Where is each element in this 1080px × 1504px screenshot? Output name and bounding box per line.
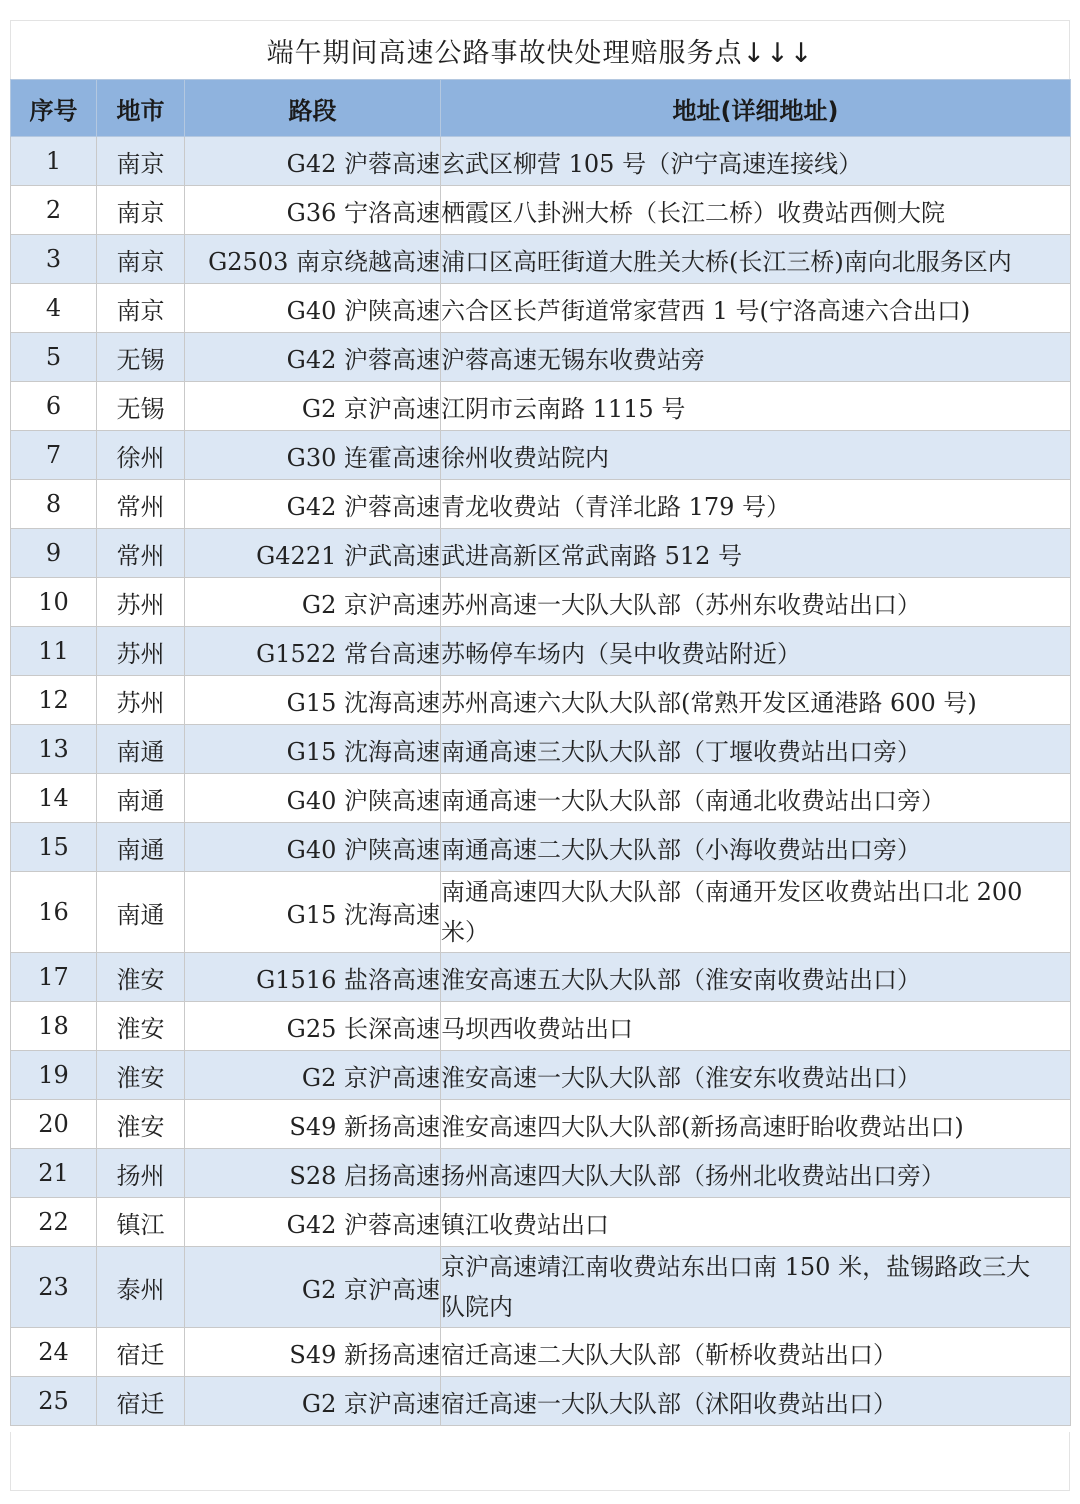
table-body [11,137,1071,1426]
row-road: G40 沪陕高速 [185,823,441,872]
row-road: G42 沪蓉高速 [185,1198,441,1247]
row-index: 23 [11,1247,97,1328]
row-address: 镇江收费站出口 [441,1198,1071,1247]
row-address: 宿迁高速一大队大队部（沭阳收费站出口） [441,1377,1071,1426]
bottom-border-box [10,1432,1070,1491]
row-city: 南通 [97,774,185,823]
row-city: 南京 [97,284,185,333]
service-point-table [10,79,1071,1426]
table-row [11,382,1071,431]
table-row [11,578,1071,627]
row-index: 21 [11,1149,97,1198]
row-index: 18 [11,1002,97,1051]
row-index: 7 [11,431,97,480]
row-city: 南京 [97,186,185,235]
row-address: 苏州高速一大队大队部（苏州东收费站出口） [441,578,1071,627]
row-index: 4 [11,284,97,333]
row-road: G30 连霍高速 [185,431,441,480]
row-index: 8 [11,480,97,529]
row-road: S49 新扬高速 [185,1100,441,1149]
row-index: 25 [11,1377,97,1426]
row-address: 沪蓉高速无锡东收费站旁 [441,333,1071,382]
row-address: 南通高速四大队大队部（南通开发区收费站出口北 200 米） [441,872,1071,953]
row-address: 六合区长芦街道常家营西 1 号(宁洛高速六合出口) [441,284,1071,333]
row-city: 南京 [97,235,185,284]
table-row [11,186,1071,235]
row-city: 淮安 [97,1051,185,1100]
row-index: 1 [11,137,97,186]
column-header-index: 序号 [11,80,97,137]
row-index: 6 [11,382,97,431]
row-city: 淮安 [97,953,185,1002]
row-city: 苏州 [97,676,185,725]
row-city: 徐州 [97,431,185,480]
row-address: 扬州高速四大队大队部（扬州北收费站出口旁） [441,1149,1071,1198]
row-index: 9 [11,529,97,578]
table-row [11,823,1071,872]
table-row [11,284,1071,333]
table-row [11,1002,1071,1051]
row-road: G42 沪蓉高速 [185,480,441,529]
row-city: 扬州 [97,1149,185,1198]
row-city: 淮安 [97,1002,185,1051]
row-city: 宿迁 [97,1328,185,1377]
row-city: 南通 [97,872,185,953]
row-road: G40 沪陕高速 [185,284,441,333]
table-row [11,235,1071,284]
row-index: 14 [11,774,97,823]
table-row [11,872,1071,953]
table-row [11,480,1071,529]
row-index: 20 [11,1100,97,1149]
row-city: 常州 [97,529,185,578]
row-address: 宿迁高速二大队大队部（靳桥收费站出口） [441,1328,1071,1377]
row-city: 宿迁 [97,1377,185,1426]
row-index: 13 [11,725,97,774]
row-city: 南通 [97,725,185,774]
row-road: G40 沪陕高速 [185,774,441,823]
row-road: G2 京沪高速 [185,1377,441,1426]
row-road: S49 新扬高速 [185,1328,441,1377]
row-address: 淮安高速五大队大队部（淮安南收费站出口） [441,953,1071,1002]
table-row [11,1328,1071,1377]
row-index: 24 [11,1328,97,1377]
row-road: G1516 盐洛高速 [185,953,441,1002]
row-road: G2 京沪高速 [185,1051,441,1100]
table-row [11,431,1071,480]
row-city: 无锡 [97,333,185,382]
row-road: G25 长深高速 [185,1002,441,1051]
row-city: 无锡 [97,382,185,431]
row-road: G42 沪蓉高速 [185,333,441,382]
row-index: 16 [11,872,97,953]
table-row [11,1247,1071,1328]
row-city: 南京 [97,137,185,186]
row-address: 栖霞区八卦洲大桥（长江二桥）收费站西侧大院 [441,186,1071,235]
row-address: 江阴市云南路 1115 号 [441,382,1071,431]
row-road: G15 沈海高速 [185,676,441,725]
row-address: 淮安高速一大队大队部（淮安东收费站出口） [441,1051,1071,1100]
table-row [11,137,1071,186]
row-road: G4221 沪武高速 [185,529,441,578]
row-index: 19 [11,1051,97,1100]
table-row [11,529,1071,578]
table-header-row [11,80,1071,137]
row-city: 南通 [97,823,185,872]
row-road: G2 京沪高速 [185,382,441,431]
row-road: G36 宁洛高速 [185,186,441,235]
page-title: 端午期间高速公路事故快处理赔服务点↓↓↓ [10,20,1070,79]
row-address: 南通高速三大队大队部（丁堰收费站出口旁） [441,725,1071,774]
row-address: 淮安高速四大队大队部(新扬高速盱眙收费站出口) [441,1100,1071,1149]
table-row [11,1377,1071,1426]
row-index: 17 [11,953,97,1002]
table-row [11,1051,1071,1100]
row-address: 南通高速二大队大队部（小海收费站出口旁） [441,823,1071,872]
row-address: 京沪高速靖江南收费站东出口南 150 米，盐锡路政三大队院内 [441,1247,1071,1328]
row-city: 常州 [97,480,185,529]
row-road: G1522 常台高速 [185,627,441,676]
row-index: 5 [11,333,97,382]
row-road: G42 沪蓉高速 [185,137,441,186]
row-index: 3 [11,235,97,284]
table-row [11,953,1071,1002]
table-row [11,333,1071,382]
row-index: 12 [11,676,97,725]
column-header-city: 地市 [97,80,185,137]
row-city: 泰州 [97,1247,185,1328]
row-address: 玄武区柳营 105 号（沪宁高速连接线） [441,137,1071,186]
row-city: 镇江 [97,1198,185,1247]
table-row [11,627,1071,676]
row-index: 11 [11,627,97,676]
row-road: G2 京沪高速 [185,1247,441,1328]
table-row [11,676,1071,725]
row-address: 苏畅停车场内（吴中收费站附近） [441,627,1071,676]
row-road: G2 京沪高速 [185,578,441,627]
row-address: 青龙收费站（青洋北路 179 号） [441,480,1071,529]
row-city: 淮安 [97,1100,185,1149]
row-road: G15 沈海高速 [185,872,441,953]
table-row [11,725,1071,774]
table-row [11,1100,1071,1149]
row-address: 徐州收费站院内 [441,431,1071,480]
row-address: 苏州高速六大队大队部(常熟开发区通港路 600 号) [441,676,1071,725]
row-index: 2 [11,186,97,235]
row-city: 苏州 [97,627,185,676]
table-row [11,1149,1071,1198]
table-row [11,1198,1071,1247]
row-road: G15 沈海高速 [185,725,441,774]
row-index: 22 [11,1198,97,1247]
row-index: 10 [11,578,97,627]
row-address: 南通高速一大队大队部（南通北收费站出口旁） [441,774,1071,823]
row-address: 马坝西收费站出口 [441,1002,1071,1051]
column-header-address: 地址(详细地址) [441,80,1071,137]
row-city: 苏州 [97,578,185,627]
row-address: 浦口区高旺街道大胜关大桥(长江三桥)南向北服务区内 [441,235,1071,284]
row-index: 15 [11,823,97,872]
row-road: S28 启扬高速 [185,1149,441,1198]
table-row [11,774,1071,823]
row-road: G2503 南京绕越高速 [185,235,441,284]
row-address: 武进高新区常武南路 512 号 [441,529,1071,578]
column-header-road: 路段 [185,80,441,137]
